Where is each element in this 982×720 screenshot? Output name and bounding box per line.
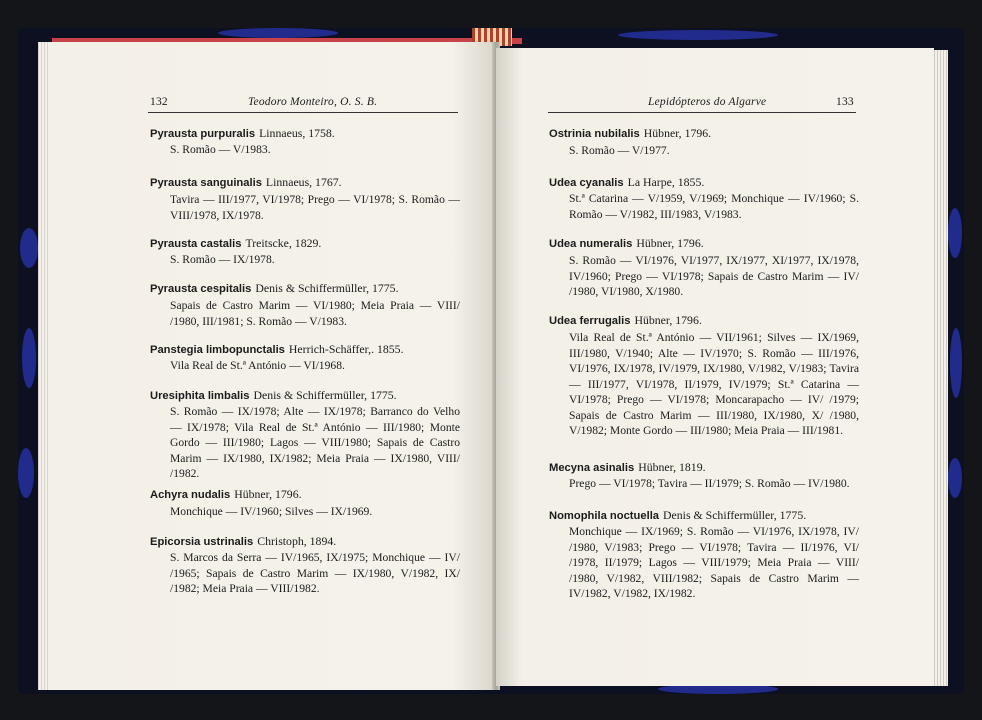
species-records: Vila Real de St.ª António — VI/1968. [170, 359, 345, 372]
species-author: Hübner, 1796. [634, 313, 702, 327]
species-records: St.ª Catarina — V/1959, V/1969; Monchique — IV/1960; S. Romão — V/1982, III/1983, V/1983. [569, 192, 859, 221]
species-records: S. Romão — VI/1976, VI/1977, IX/1977, XI/1977, IX/1978, IV/1960; Prego — VI/1978; Sapais de Castro Marim — IV/ /1980, VI/1980, X/1980. [569, 254, 859, 298]
species-name: Udea numeralis [549, 238, 633, 250]
left-page [50, 42, 496, 690]
species-entry [150, 173, 342, 191]
species-name: Udea ferrugalis [549, 315, 631, 327]
running-head: Teodoro Monteiro, O. S. B. [248, 96, 378, 108]
species-records: S. Romão — IX/1978; Alte — IX/1978; Barranco do Velho — IX/1978; Vila Real de St.ª António — III/1980; Monte Gordo — III/1980; Lagos — VIII/1980; Sapais de Castro Marim — IX/1980, IX/1982; Meia Praia — IX/1980, VIII/ /1982. [170, 405, 460, 480]
species-records: Prego — VI/1978; Tavira — II/1979; S. Romão — IV/1980. [569, 477, 850, 490]
header-rule [548, 112, 856, 113]
species-entry [150, 124, 335, 142]
species-records: Tavira — III/1977, VI/1978; Prego — VI/1978; S. Romão — VIII/1978, IX/1978. [170, 193, 460, 222]
species-name: Pyrausta castalis [150, 238, 242, 250]
species-author: Christoph, 1894. [257, 534, 337, 548]
species-entry [549, 506, 806, 524]
species-author: Linnaeus, 1767. [265, 175, 342, 189]
species-name: Ostrinia nubilalis [549, 128, 640, 140]
header-rule [148, 112, 458, 113]
species-entry [150, 234, 321, 252]
right-page [496, 48, 934, 686]
species-entry [549, 124, 711, 142]
species-records: S. Romão — V/1983. [170, 143, 271, 156]
species-author: Denis & Schiffermüller, 1775. [663, 508, 807, 522]
species-name: Epicorsia ustrinalis [150, 536, 254, 548]
species-name: Pyrausta sanguinalis [150, 177, 262, 189]
species-author: Treitscke, 1829. [245, 236, 322, 250]
species-name: Pyrausta purpuralis [150, 128, 256, 140]
species-records: S. Romão — IX/1978. [170, 253, 275, 266]
species-records: Sapais de Castro Marim — VI/1980; Meia Praia — VIII/ /1980, III/1981; S. Romão — V/1983. [170, 299, 460, 328]
species-name: Uresiphita limbalis [150, 390, 250, 402]
species-author: Hübner, 1796. [234, 487, 302, 501]
species-entry [549, 458, 706, 476]
species-records: S. Romão — V/1977. [569, 144, 670, 157]
species-entry [150, 340, 404, 358]
species-name: Mecyna asinalis [549, 462, 635, 474]
species-records: Vila Real de St.ª António — VII/1961; Silves — IX/1969, III/1980, V/1940; Alte — IV/1970; S. Romão — III/1976, VI/1976, IX/1978, IV/1979, IX/1980, V/1982, V/1983; Tavira — III/1977, VI/1978, II/1979, IV/1979; St.ª Catarina — VI/1978; Prego — VI/1978; Moncarapacho — IV/ /1979; Sapais de Castro Marim — III/1980, IX/1980, X/ /1980, V/1982; Monte Gordo — III/1980; Meia Praia — III/1981. [569, 331, 859, 437]
species-author: Hübner, 1819. [638, 460, 706, 474]
species-name: Udea cyanalis [549, 177, 624, 189]
species-entry [549, 311, 702, 329]
page-number: 133 [836, 96, 854, 108]
species-name: Pyrausta cespitalis [150, 283, 252, 295]
right-page-edges [932, 50, 948, 686]
species-entry [549, 173, 704, 191]
species-entry [150, 386, 397, 404]
species-name: Nomophila noctuella [549, 510, 660, 522]
species-author: La Harpe, 1855. [627, 175, 705, 189]
species-author: Linnaeus, 1758. [259, 126, 335, 140]
species-author: Hübner, 1796. [636, 236, 704, 250]
species-author: Denis & Schiffermüller, 1775. [253, 388, 397, 402]
species-entry [150, 532, 336, 550]
species-author: Denis & Schiffermüller, 1775. [255, 281, 399, 295]
species-entry [150, 485, 302, 503]
species-entry [549, 234, 704, 252]
species-author: Herrich-Schäffer,. 1855. [288, 342, 404, 356]
species-entry [150, 279, 399, 297]
species-author: Hübner, 1796. [643, 126, 712, 140]
species-records: Monchique — IX/1969; S. Romão — VI/1976, IX/1978, IV/ /1980, V/1983; Prego — VI/1978; Tavira — II/1976, VI/ /1978, II/1979; Lagos — VIII/1979; Meia Praia — VIII/ /1980, V/1982, VIII/1982; Sapais de Castro Marim — IV/1982, V/1982, IX/1982. [569, 525, 859, 600]
species-records: S. Marcos da Serra — IV/1965, IX/1975; Monchique — IV/ /1965; Sapais de Castro Marim — IX/1980, V/1982, IX/ /1982; Meia Praia — VIII/1982. [170, 551, 460, 595]
species-name: Panstegia limbopunctalis [150, 344, 285, 356]
species-name: Achyra nudalis [150, 489, 231, 501]
species-records: Monchique — IV/1960; Silves — IX/1969. [170, 505, 373, 518]
page-number: 132 [150, 96, 168, 108]
running-head: Lepidópteros do Algarve [648, 96, 767, 108]
